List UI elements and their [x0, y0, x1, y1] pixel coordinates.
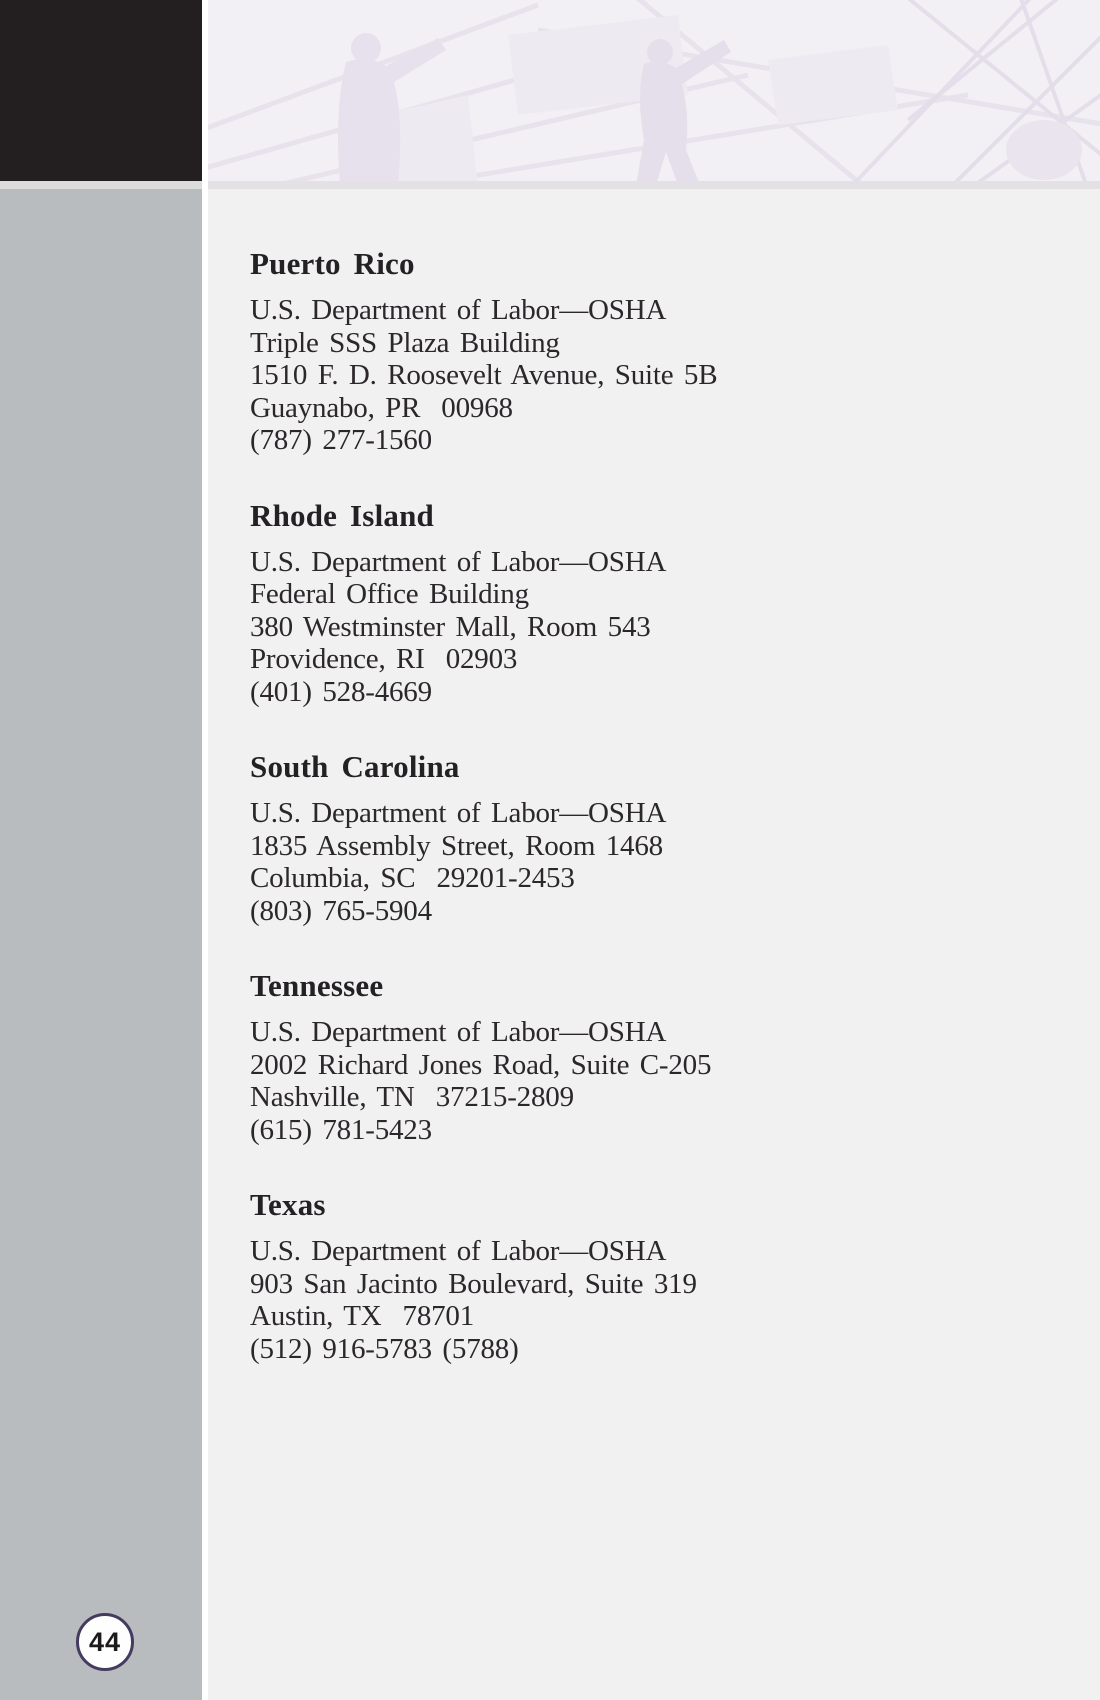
address-line: Guaynabo, PR 00968: [250, 391, 513, 424]
state-heading: Puerto Rico: [250, 246, 415, 281]
address-line: Nashville, TN 37215-2809: [250, 1081, 574, 1113]
address-line: Columbia, SC 29201-2453: [250, 862, 575, 894]
address-block: [250, 546, 1060, 709]
address-line: (512) 916-5783 (5788): [250, 1332, 519, 1365]
page-number: 44: [88, 1626, 122, 1657]
state-heading: Texas: [250, 1187, 326, 1222]
left-divider: [0, 181, 202, 189]
address-line: Providence, RI 02903: [250, 643, 518, 675]
address-line: U.S. Department of Labor—OSHA: [250, 545, 667, 578]
address-line: 1835 Assembly Street, Room 1468: [250, 829, 663, 862]
state-section: [250, 499, 1060, 709]
address-line: 380 Westminster Mall, Room 543: [250, 610, 651, 643]
address-line: (615) 781-5423: [250, 1113, 432, 1146]
address-line: U.S. Department of Labor—OSHA: [250, 1016, 667, 1048]
state-heading: Rhode Island: [250, 497, 434, 533]
address-line: U.S. Department of Labor—OSHA: [250, 797, 667, 829]
address-line: U.S. Department of Labor—OSHA: [250, 294, 667, 326]
address-block: [250, 294, 1060, 457]
left-rail: [0, 0, 202, 1700]
address-line: U.S. Department of Labor—OSHA: [250, 1235, 667, 1267]
address-line: (401) 528-4669: [250, 675, 432, 708]
address-line: Federal Office Building: [250, 578, 529, 610]
state-section: [250, 1188, 1060, 1365]
state-heading: South Carolina: [250, 749, 460, 784]
address-line: 1510 F. D. Roosevelt Avenue, Suite 5B: [250, 359, 718, 391]
address-block: [250, 797, 1060, 927]
page-number-badge: [76, 1613, 134, 1671]
state-section: [250, 750, 1060, 927]
state-section: [250, 969, 1060, 1146]
header-divider: [208, 181, 1100, 189]
state-heading: Tennessee: [250, 968, 384, 1003]
address-line: Austin, TX 78701: [250, 1300, 475, 1332]
address-line: 903 San Jacinto Boulevard, Suite 319: [250, 1267, 697, 1300]
directory-content: [208, 189, 1100, 1700]
sidebar-gray-band: [0, 189, 202, 1700]
power-line-workers-silhouette-image: [208, 0, 1100, 181]
address-line: (787) 277-1560: [250, 424, 432, 456]
address-line: Triple SSS Plaza Building: [250, 326, 560, 359]
address-line: (803) 765-5904: [250, 894, 432, 927]
address-block: [250, 1016, 1060, 1146]
header-photo: [208, 0, 1100, 181]
main-column: [208, 0, 1100, 1700]
state-section: [250, 247, 1060, 457]
address-line: 2002 Richard Jones Road, Suite C-205: [250, 1048, 712, 1081]
corner-black-block: [0, 0, 202, 181]
address-block: [250, 1235, 1060, 1365]
